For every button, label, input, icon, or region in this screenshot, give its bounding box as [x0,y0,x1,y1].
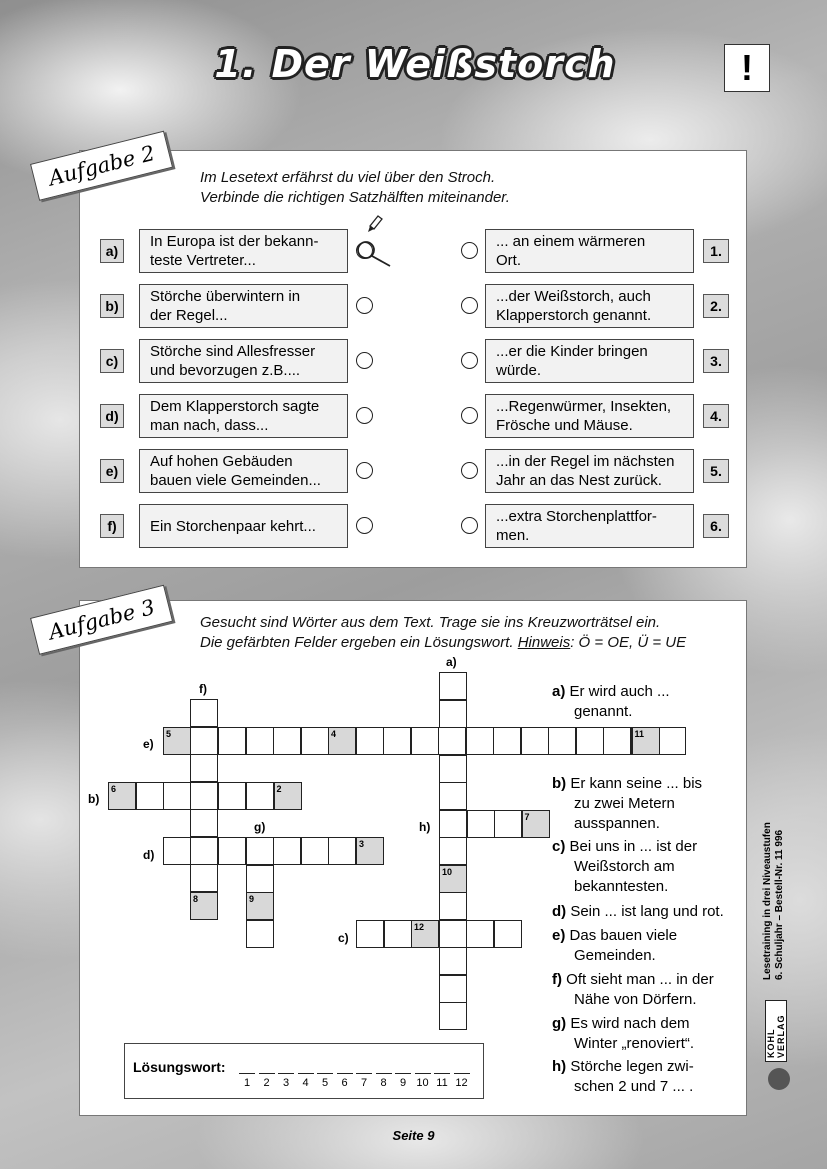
left-half-text [150,397,319,435]
clue-key: g) [552,1015,571,1032]
instruction-text: Die gefärbten Felder ergeben ein Lösungswort. [200,634,518,651]
crossword-cell[interactable] [576,727,604,755]
left-half-box [139,394,348,438]
crossword-cell[interactable] [328,837,356,865]
right-half-line1: ...der Weißstorch, auch [496,288,651,305]
crossword-cell-numbered[interactable]: 5 [163,727,191,755]
left-half-line1: Dem Klapperstorch sagte [150,398,320,415]
right-connect-dot[interactable] [461,462,478,479]
hint-text: : Ö = OE, Ü = UE [570,634,687,651]
clue-line1: Sein ... ist lang und rot. [570,903,724,920]
task2-instruction-line1: Im Lesetext erfährst du viel über den Stroch. [200,169,496,186]
crossword-cell[interactable] [494,920,522,948]
row-number: 6. [703,514,729,538]
crossword-cell[interactable] [658,727,686,755]
row-number: 3. [703,349,729,373]
crossword-cell[interactable] [548,727,576,755]
row-letter: a) [100,239,124,263]
left-half-line1: Ein Storchenpaar kehrt... [150,517,316,535]
crossword-cell[interactable] [439,920,467,948]
right-half-line2: würde. [496,362,542,379]
task2-instruction-line2: Verbinde die richtigen Satzhälften miteinander. [200,189,510,206]
crossword-cell[interactable] [467,810,495,838]
crossword-cell[interactable] [163,782,191,810]
solution-number: 7 [360,1077,368,1089]
crossword-cell[interactable] [439,975,467,1003]
word-label-a: a) [446,655,457,669]
right-half-line2: Ort. [496,252,521,269]
row-number: 2. [703,294,729,318]
left-connect-dot[interactable] [356,352,373,369]
right-connect-dot[interactable] [461,407,478,424]
crossword-cell[interactable] [190,809,218,837]
left-connect-dot[interactable] [356,517,373,534]
clue-item [552,902,742,922]
word-label-c: c) [338,931,349,945]
right-half-box [485,284,694,328]
crossword-cell[interactable] [411,727,439,755]
crossword-cell-numbered[interactable]: 10 [439,865,467,893]
solution-blank[interactable] [298,1066,314,1074]
task3-instruction [200,613,686,653]
crossword-cell[interactable] [246,782,274,810]
clue-key: d) [552,903,571,920]
crossword-cell-numbered[interactable]: 7 [522,810,550,838]
page-title: 1. Der Weißstorch [214,42,616,86]
crossword-cell[interactable] [439,947,467,975]
left-half-text [150,342,315,380]
crossword-cell[interactable] [356,727,384,755]
solution-blank[interactable] [454,1066,470,1074]
crossword-cell[interactable] [439,1002,467,1030]
clue-line1: Es wird nach dem [570,1015,690,1032]
crossword-cell-numbered[interactable]: 8 [190,892,218,920]
solution-blank[interactable] [239,1066,255,1074]
right-half-line2: Jahr an das Nest zurück. [496,472,662,489]
left-half-box [139,284,348,328]
clue-line2: genannt. [574,703,633,720]
hint-label: Hinweis [517,634,571,651]
clue-key: e) [552,927,570,944]
solution-blank[interactable] [259,1066,275,1074]
crossword-cell[interactable] [190,699,218,727]
right-half-box [485,339,694,383]
right-half-line1: ...Regenwürmer, Insekten, [496,398,672,415]
left-half-text [150,517,316,536]
crossword-cell-numbered[interactable]: 11 [632,727,660,755]
crossword-cell[interactable] [218,782,246,810]
pencil-icon [352,214,394,270]
solution-blank[interactable] [434,1066,450,1074]
publisher-logo: KOHL VERLAG [765,1000,787,1062]
crossword-cell[interactable] [439,810,467,838]
solution-number: 9 [399,1077,407,1089]
exclamation-badge: ! [724,44,770,92]
right-half-text [496,507,657,545]
crossword-cell[interactable] [273,727,301,755]
right-half-text [496,287,651,325]
clue-item [552,1057,742,1097]
series-info [762,822,786,980]
row-number: 4. [703,404,729,428]
left-connect-dot[interactable] [356,297,373,314]
row-letter: f) [100,514,124,538]
crossword-cell[interactable] [384,920,412,948]
right-connect-dot[interactable] [461,517,478,534]
crossword-cell[interactable] [439,782,467,810]
page-number: Seite 9 [392,1128,435,1143]
crossword-cell[interactable] [494,810,522,838]
solution-number: 11 [436,1077,448,1089]
left-half-text [150,232,318,270]
right-half-box [485,394,694,438]
right-half-text [496,232,645,270]
left-connect-dot[interactable] [356,407,373,424]
right-half-box [485,449,694,493]
crossword-cell[interactable] [383,727,411,755]
solution-number: 4 [302,1077,309,1089]
crossword-cell[interactable] [356,920,384,948]
solution-blank[interactable] [395,1066,411,1074]
solution-blank[interactable] [415,1066,431,1074]
clue-item [552,926,742,966]
row-letter: c) [100,349,124,373]
word-label-f: f) [199,682,207,696]
clue-item [552,774,742,834]
right-half-line2: Klapperstorch genannt. [496,307,652,324]
row-letter: b) [100,294,124,318]
word-label-g: g) [254,820,266,834]
right-connect-dot[interactable] [461,297,478,314]
clue-key: b) [552,775,571,792]
crossword-cell[interactable] [301,837,329,865]
crossword-cell-numbered[interactable]: 4 [328,727,356,755]
right-connect-dot[interactable] [461,352,478,369]
crossword-cell-numbered[interactable]: 3 [356,837,384,865]
clue-line2: Nähe von Dörfern. [574,991,697,1008]
right-half-text [496,397,671,435]
crossword-cell[interactable] [163,837,191,865]
right-half-line1: ...er die Kinder bringen [496,343,648,360]
right-half-line1: ...extra Storchenplattfor- [496,508,657,525]
crossword-cell[interactable] [218,727,246,755]
left-half-text [150,287,300,325]
left-half-line1: In Europa ist der bekann- [150,233,319,250]
crossword-cell[interactable] [439,672,467,700]
solution-box [124,1043,484,1099]
crossword-cell-numbered[interactable]: 9 [246,892,274,920]
clue-line2: schen 2 und 7 ... . [574,1078,694,1095]
crossword-cell[interactable] [301,727,329,755]
clue-line2: Gemeinden. [574,947,656,964]
right-half-line1: ...in der Regel im nächsten [496,453,675,470]
word-label-b: b) [88,792,100,806]
solution-number: 6 [341,1077,348,1089]
clue-line2: Winter „renoviert“. [574,1035,695,1052]
publisher-logo-icon [768,1068,790,1090]
clue-item [552,1014,742,1054]
clue-key: f) [552,971,567,988]
solution-number: 10 [416,1077,429,1089]
clue-item [552,970,742,1010]
crossword-cell[interactable] [190,864,218,892]
solution-blank[interactable] [356,1066,372,1074]
crossword-cell[interactable] [190,837,218,865]
solution-blank[interactable] [278,1066,294,1074]
row-letter: e) [100,459,124,483]
clue-line3: bekanntesten. [574,878,669,895]
crossword-cell-numbered[interactable]: 12 [411,920,439,948]
series-line1: Lesetraining in drei Niveaustufen [762,822,773,980]
word-label-h: h) [419,820,431,834]
clue-line1: Er kann seine ... bis [570,775,703,792]
solution-number: 2 [263,1077,270,1089]
solution-label: Lösungswort: [133,1059,226,1075]
clue-item [552,682,742,722]
left-half-box [139,504,348,548]
crossword-cell[interactable] [190,754,218,782]
left-half-box [139,339,348,383]
left-half-line1: Auf hohen Gebäuden [150,453,293,470]
crossword-cell[interactable] [246,920,274,948]
crossword-cell[interactable] [466,920,494,948]
crossword-cell[interactable] [246,837,274,865]
crossword-cell[interactable] [246,865,274,893]
clue-line1: Störche legen zwi- [570,1058,694,1075]
left-half-line2: der Regel... [150,307,228,324]
word-label-e: e) [143,737,154,751]
clue-line1: Er wird auch ... [569,683,670,700]
crossword-cell[interactable] [493,727,521,755]
crossword-cell[interactable] [439,755,467,783]
solution-number: 8 [380,1077,387,1089]
right-half-text [496,342,648,380]
solution-blank[interactable] [337,1066,353,1074]
left-half-text [150,452,321,490]
left-half-line2: und bevorzugen z.B.... [150,362,301,379]
solution-blank[interactable] [317,1066,333,1074]
task2-tag: Aufgabe 2 [30,131,173,201]
right-half-text [496,452,674,490]
clue-line1: Das bauen viele [569,927,678,944]
left-connect-dot[interactable] [356,462,373,479]
crossword-cell[interactable] [246,727,274,755]
left-half-line1: Störche sind Allesfresser [150,343,316,360]
solution-number: 3 [282,1077,290,1089]
left-half-line1: Störche überwintern in [150,288,301,305]
task3-instruction-line2 [200,633,686,653]
clue-line1: Bei uns in ... ist der [569,838,698,855]
left-half-line2: teste Vertreter... [150,252,256,269]
clue-key: a) [552,683,570,700]
right-half-line2: Frösche und Mäuse. [496,417,633,434]
crossword-cell[interactable] [273,837,301,865]
clue-key: h) [552,1058,571,1075]
left-half-box [139,449,348,493]
clue-item [552,837,742,897]
crossword-cell[interactable] [603,727,631,755]
crossword-cell[interactable] [439,700,467,728]
crossword-cell[interactable] [438,727,466,755]
solution-blank[interactable] [376,1066,392,1074]
left-half-line2: bauen viele Gemeinden... [150,472,321,489]
crossword-cell[interactable] [466,727,494,755]
solution-number: 12 [455,1077,468,1089]
row-number: 1. [703,239,729,263]
clue-line3: ausspannen. [574,815,660,832]
clue-line1: Oft sieht man ... in der [566,971,714,988]
crossword-cell-numbered[interactable]: 6 [108,782,136,810]
clue-key: c) [552,838,570,855]
crossword-cell[interactable] [521,727,549,755]
crossword-cell[interactable] [136,782,164,810]
right-half-box [485,229,694,273]
task3-instruction-line1: Gesucht sind Wörter aus dem Text. Trage sie ins Kreuzworträtsel ein. [200,614,661,631]
solution-number: 5 [321,1077,329,1089]
clue-line2: zu zwei Metern [574,795,675,812]
right-half-line2: men. [496,527,530,544]
left-half-line2: man nach, dass... [150,417,269,434]
right-connect-dot[interactable] [461,242,478,259]
right-half-line1: ... an einem wärmeren [496,233,646,250]
left-half-box [139,229,348,273]
row-number: 5. [703,459,729,483]
crossword-cell[interactable] [190,727,218,755]
crossword-cell[interactable] [439,837,467,865]
clue-line2: Weißstorch am [574,858,675,875]
row-letter: d) [100,404,124,428]
series-line2: 6. Schuljahr – Bestell-Nr. 11 996 [774,829,785,980]
crossword-cell[interactable] [190,782,218,810]
crossword-cell[interactable] [439,892,467,920]
crossword-cell[interactable] [218,837,246,865]
crossword-cell-numbered[interactable]: 2 [274,782,302,810]
task2-instruction [200,168,510,208]
solution-number: 1 [243,1077,251,1089]
word-label-d: d) [143,848,155,862]
right-half-box [485,504,694,548]
task3-tag: Aufgabe 3 [30,585,173,655]
